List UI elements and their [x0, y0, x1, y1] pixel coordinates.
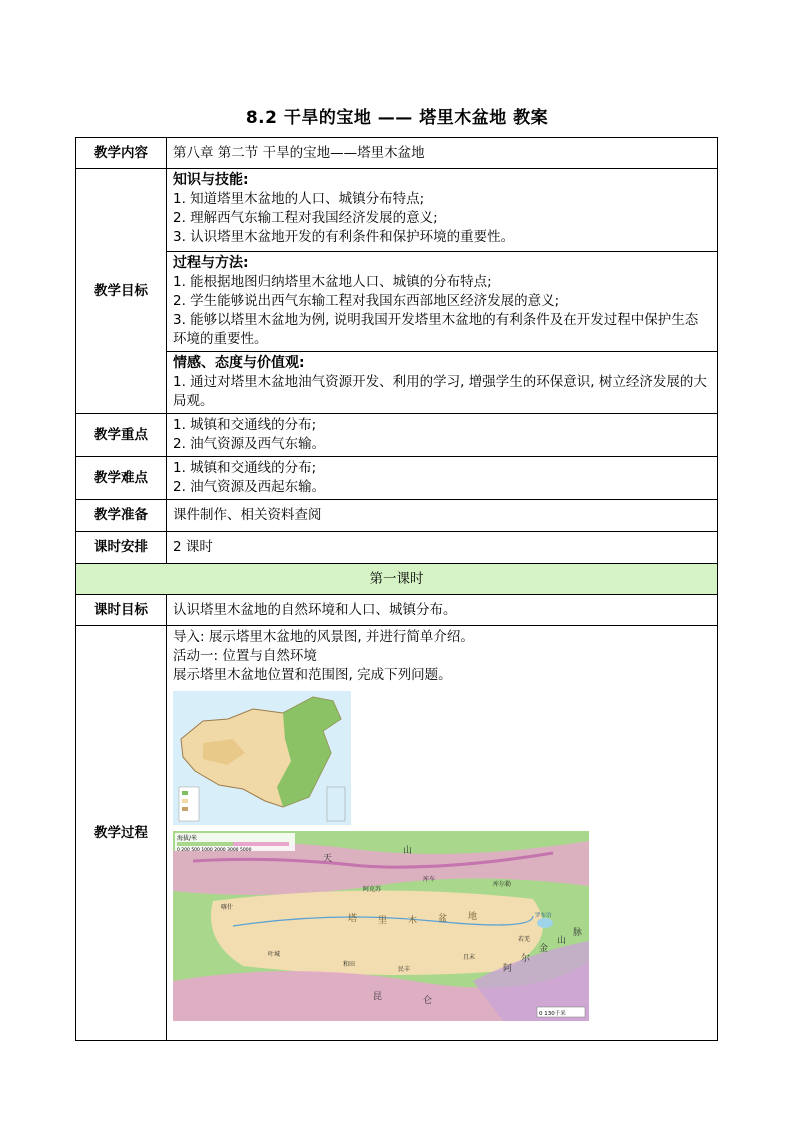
goals-emotion: [167, 352, 718, 414]
row-goals-knowledge: [76, 169, 718, 252]
value-preparation: 课件制作、相关资料查阅: [167, 500, 718, 532]
value-difficulties: [167, 457, 718, 500]
map-label: 塔: [348, 914, 358, 924]
knowledge-heading: 知识与技能:: [173, 172, 249, 188]
china-location-map: [173, 691, 351, 825]
tarim-basin-map: [173, 831, 589, 1021]
legend-swatch: [182, 799, 188, 803]
knowledge-item: 2. 理解西气东输工程对我国经济发展的意义;: [173, 210, 438, 226]
legend-ticks: 0 200 500 1000 2000 3000 5000: [177, 848, 252, 853]
legend-title: 海拔/米: [177, 835, 198, 842]
legend-bar-high: [233, 842, 289, 846]
emotion-item: 1. 通过对塔里木盆地油气资源开发、利用的学习, 增强学生的环保意识, 树立经济发展的大局观。: [173, 374, 707, 409]
map-label: 若羌: [518, 936, 531, 943]
map-label: 尔: [521, 954, 531, 964]
process-item: 1. 能根据地图归纳塔里木盆地人口、城镇的分布特点;: [173, 274, 492, 290]
value-procedure: [167, 626, 718, 1041]
map-label: 喀什: [221, 904, 234, 911]
procedure-line: 导入: 展示塔里木盆地的风景图, 并进行简单介绍。: [173, 629, 474, 645]
knowledge-item: 1. 知道塔里木盆地的人口、城镇分布特点;: [173, 191, 425, 207]
value-lesson-goal: 认识塔里木盆地的自然环境和人口、城镇分布。: [167, 595, 718, 626]
value-key-points: [167, 414, 718, 457]
legend-swatch: [182, 807, 188, 811]
map-label: 叶城: [268, 951, 281, 958]
map-label: 天: [323, 854, 333, 864]
map-label: 仑: [423, 996, 433, 1006]
map-label: 盆: [438, 914, 448, 924]
procedure-line: 活动一: 位置与自然环境: [173, 648, 317, 664]
row-schedule: [76, 532, 718, 564]
map-label: 里: [378, 916, 388, 926]
row-procedure: [76, 626, 718, 1041]
process-item: 2. 学生能够说出西气东输工程对我国东西部地区经济发展的意义;: [173, 293, 560, 309]
label-key-points: 教学重点: [76, 414, 167, 457]
row-preparation: [76, 500, 718, 532]
label-procedure: 教学过程: [76, 626, 167, 1041]
row-key-points: [76, 414, 718, 457]
row-section: [76, 564, 718, 595]
label-content: 教学内容: [76, 138, 167, 169]
row-lesson-goal: [76, 595, 718, 626]
map-label: 山: [403, 846, 413, 856]
row-goals-process: [76, 252, 718, 352]
map-label: 库尔勒: [493, 881, 512, 888]
knowledge-item: 3. 认识塔里木盆地开发的有利条件和保护环境的重要性。: [173, 229, 515, 245]
map-label: 地: [468, 912, 478, 922]
map-label: 昆: [373, 992, 383, 1002]
map-label: 金: [539, 944, 549, 954]
map-label: 木: [408, 916, 418, 926]
map-label: 且末: [463, 954, 476, 961]
map-label: 脉: [573, 928, 583, 938]
map-label: 阿克苏: [363, 886, 382, 893]
lop-nur-lake: [537, 918, 553, 928]
value-content: 第八章 第二节 干旱的宝地——塔里木盆地: [167, 138, 718, 169]
process-item: 3. 能够以塔里木盆地为例, 说明我国开发塔里木盆地的有利条件及在开发过程中保护生态环境的重要性。: [173, 312, 699, 347]
goals-knowledge: [167, 169, 718, 252]
procedure-line: 展示塔里木盆地位置和范围图, 完成下列问题。: [173, 667, 452, 683]
map-label: 和田: [343, 961, 356, 968]
lesson-plan-table: [75, 137, 718, 1041]
map-label: 库车: [423, 876, 436, 883]
section-heading: 第一课时: [76, 564, 718, 595]
difficulty-item: 2. 油气资源及西起东输。: [173, 479, 326, 495]
row-content: [76, 138, 718, 169]
label-goals: 教学目标: [76, 169, 167, 414]
goals-process: [167, 252, 718, 352]
key-point-item: 2. 油气资源及西气东输。: [173, 436, 326, 452]
page-title: 8.2 干旱的宝地 —— 塔里木盆地 教案: [245, 108, 549, 128]
south-sea-inset: [327, 787, 345, 821]
map-scale: 0 130千米: [539, 1011, 566, 1017]
map-label: 山: [557, 936, 567, 946]
legend-swatch: [182, 791, 188, 795]
emotion-heading: 情感、态度与价值观:: [173, 355, 305, 371]
key-point-item: 1. 城镇和交通线的分布;: [173, 417, 317, 433]
value-schedule: 2 课时: [167, 532, 718, 564]
tarim-basin-area: [211, 890, 543, 975]
row-difficulties: [76, 457, 718, 500]
label-difficulties: 教学难点: [76, 457, 167, 500]
process-heading: 过程与方法:: [173, 255, 249, 271]
label-schedule: 课时安排: [76, 532, 167, 564]
map-label: 阿: [503, 964, 513, 974]
map-label: 民丰: [398, 966, 411, 973]
label-lesson-goal: 课时目标: [76, 595, 167, 626]
row-goals-emotion: [76, 352, 718, 414]
difficulty-item: 1. 城镇和交通线的分布;: [173, 460, 317, 476]
map-label: 罗布泊: [535, 913, 552, 919]
label-preparation: 教学准备: [76, 500, 167, 532]
